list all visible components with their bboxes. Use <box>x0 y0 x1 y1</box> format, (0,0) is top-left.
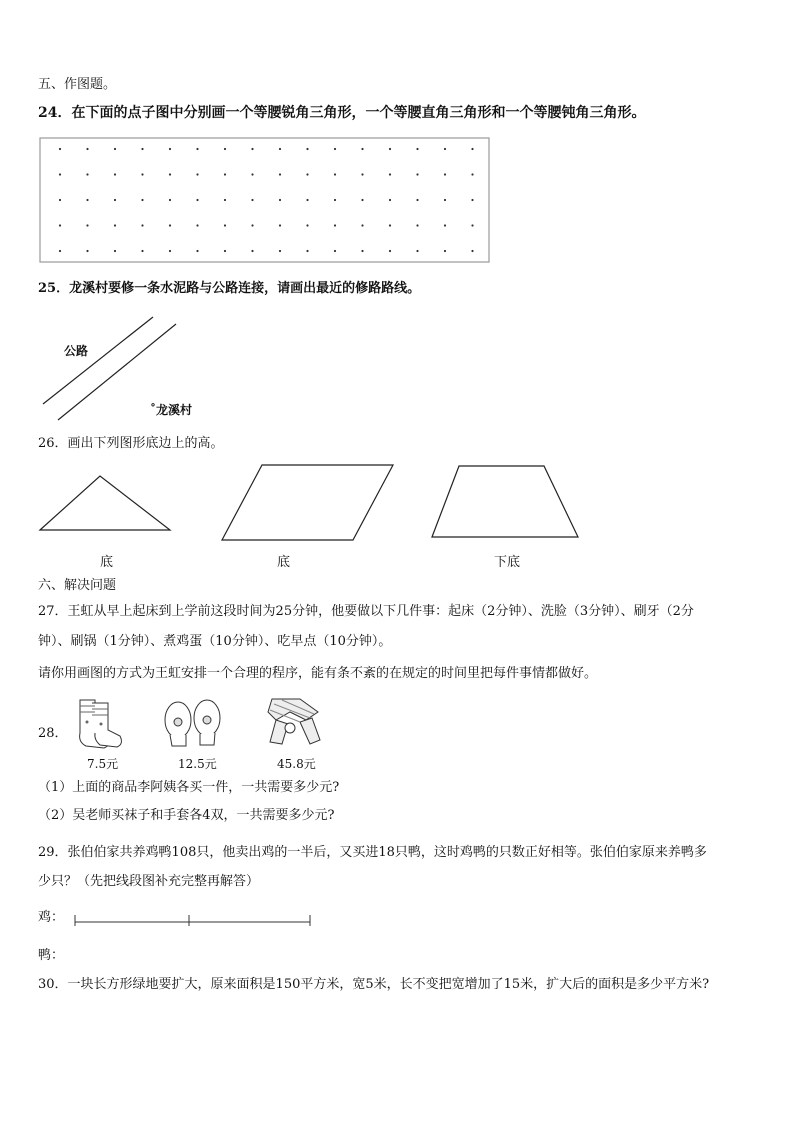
grid-dot <box>279 148 281 150</box>
grid-dot <box>334 148 336 150</box>
grid-dot <box>361 199 363 201</box>
gloves-price: 12.5元 <box>178 757 217 771</box>
grid-dot <box>86 250 88 252</box>
gloves-icon <box>165 700 220 746</box>
grid-dot <box>471 148 473 150</box>
question-24: 24．在下面的点子图中分别画一个等腰锐角三角形，一个等腰直角三角形和一个等腰钝角三角形。 <box>38 105 646 121</box>
grid-dot <box>59 250 61 252</box>
trapezoid-base-label: 下底 <box>494 555 521 570</box>
grid-dot <box>196 148 198 150</box>
grid-dot <box>251 173 253 175</box>
grid-dot <box>169 173 171 175</box>
grid-dot <box>444 224 446 226</box>
grid-dot <box>169 224 171 226</box>
triangle-base-label: 底 <box>100 555 114 570</box>
question-29-line-1: 29．张伯伯家共养鸡鸭108只，他卖出鸡的一半后，又买进18只鸭，这时鸡鸭的只数正好相等。张伯伯家原来养鸭多 <box>38 845 707 860</box>
grid-dot <box>169 250 171 252</box>
grid-dot <box>141 199 143 201</box>
grid-dot <box>444 173 446 175</box>
question-29-line-2: 少只？（先把线段图补充完整再解答） <box>38 874 260 889</box>
grid-dot <box>334 250 336 252</box>
question-28-sub-1: （1）上面的商品李阿姨各买一件，一共需要多少元? <box>38 780 340 795</box>
grid-dot <box>471 224 473 226</box>
grid-dot <box>306 199 308 201</box>
grid-dot <box>444 148 446 150</box>
grid-dot <box>334 224 336 226</box>
grid-dot <box>389 199 391 201</box>
parallelogram-shape[interactable] <box>222 465 393 540</box>
grid-dot <box>389 173 391 175</box>
grid-dot <box>141 148 143 150</box>
question-27-line-1: 27．王虹从早上起床到上学前这段时间为25分钟，他要做以下几件事：起床（2分钟）、洗脸（3分钟）、刷牙（2分 <box>38 604 694 619</box>
socks-price: 7.5元 <box>87 757 119 771</box>
triangle-shape[interactable] <box>40 476 170 530</box>
parallelogram-base-label: 底 <box>277 555 291 570</box>
grid-dot <box>416 199 418 201</box>
grid-dot <box>361 173 363 175</box>
grid-dot <box>361 148 363 150</box>
grid-dot <box>196 250 198 252</box>
scarf-price: 45.8元 <box>277 757 316 771</box>
grid-dot <box>59 148 61 150</box>
question-25: 25．龙溪村要修一条水泥路与公路连接，请画出最近的修路路线。 <box>38 281 421 296</box>
grid-dot <box>169 148 171 150</box>
road-line-left <box>43 317 153 404</box>
grid-dot <box>196 199 198 201</box>
question-30: 30．一块长方形绿地要扩大，原来面积是150平方米，宽5米，长不变把宽增加了15米，扩大后的面积是多少平方米? <box>38 977 710 992</box>
grid-dot <box>59 224 61 226</box>
grid-dot <box>471 173 473 175</box>
grid-dot <box>114 173 116 175</box>
grid-dot <box>389 148 391 150</box>
grid-dot <box>471 250 473 252</box>
question-28-number: 28． <box>38 726 68 741</box>
grid-dot <box>279 173 281 175</box>
grid-dot <box>389 250 391 252</box>
grid-dot <box>141 250 143 252</box>
grid-dot <box>334 173 336 175</box>
road-label: 公路 <box>64 344 89 358</box>
socks-icon <box>80 700 122 748</box>
grid-dot <box>141 173 143 175</box>
grid-dots <box>59 148 474 252</box>
grid-dot <box>196 224 198 226</box>
grid-dot <box>416 173 418 175</box>
grid-dot <box>306 148 308 150</box>
grid-dot <box>279 250 281 252</box>
grid-dot <box>416 224 418 226</box>
question-27-line-2: 钟）、刷锅（1分钟）、煮鸡蛋（10分钟）、吃早点（10分钟）。 <box>38 634 392 649</box>
grid-dot <box>59 199 61 201</box>
grid-dot <box>444 250 446 252</box>
grid-dot <box>389 224 391 226</box>
grid-dot <box>224 173 226 175</box>
dot-grid-border <box>40 138 489 262</box>
trapezoid-shape[interactable] <box>432 466 578 537</box>
section-five-heading: 五、作图题。 <box>38 77 117 92</box>
question-28-sub-2: （2）吴老师买袜子和手套各4双，一共需要多少元? <box>38 808 335 823</box>
grid-dot <box>361 224 363 226</box>
grid-dot <box>86 173 88 175</box>
grid-dot <box>224 148 226 150</box>
grid-dot <box>306 173 308 175</box>
grid-dot <box>114 224 116 226</box>
dot-grid[interactable] <box>40 138 489 262</box>
question-27-line-3: 请你用画图的方式为王虹安排一个合理的程序，能有条不紊的在规定的时间里把每件事情都做好。 <box>38 666 598 681</box>
grid-dot <box>86 199 88 201</box>
duck-label: 鸭： <box>38 948 65 963</box>
chicken-segment-diagram[interactable] <box>75 915 310 926</box>
grid-dot <box>224 250 226 252</box>
section-six-heading: 六、解决问题 <box>38 578 117 593</box>
grid-dot <box>224 224 226 226</box>
grid-dot <box>86 148 88 150</box>
grid-dot <box>416 250 418 252</box>
village-label: ˚龙溪村 <box>150 403 193 417</box>
grid-dot <box>169 199 171 201</box>
grid-dot <box>114 148 116 150</box>
grid-dot <box>251 199 253 201</box>
grid-dot <box>306 250 308 252</box>
grid-dot <box>86 224 88 226</box>
grid-dot <box>251 148 253 150</box>
grid-dot <box>251 224 253 226</box>
grid-dot <box>59 173 61 175</box>
chicken-label: 鸡： <box>38 910 65 925</box>
grid-dot <box>224 199 226 201</box>
grid-dot <box>141 224 143 226</box>
grid-dot <box>334 199 336 201</box>
grid-dot <box>251 250 253 252</box>
grid-dot <box>471 199 473 201</box>
grid-dot <box>416 148 418 150</box>
grid-dot <box>444 199 446 201</box>
grid-dot <box>114 199 116 201</box>
grid-dot <box>279 224 281 226</box>
grid-dot <box>279 199 281 201</box>
scarf-icon <box>268 699 320 744</box>
grid-dot <box>114 250 116 252</box>
question-26: 26．画出下列图形底边上的高。 <box>38 436 224 451</box>
grid-dot <box>361 250 363 252</box>
grid-dot <box>306 224 308 226</box>
grid-dot <box>196 173 198 175</box>
